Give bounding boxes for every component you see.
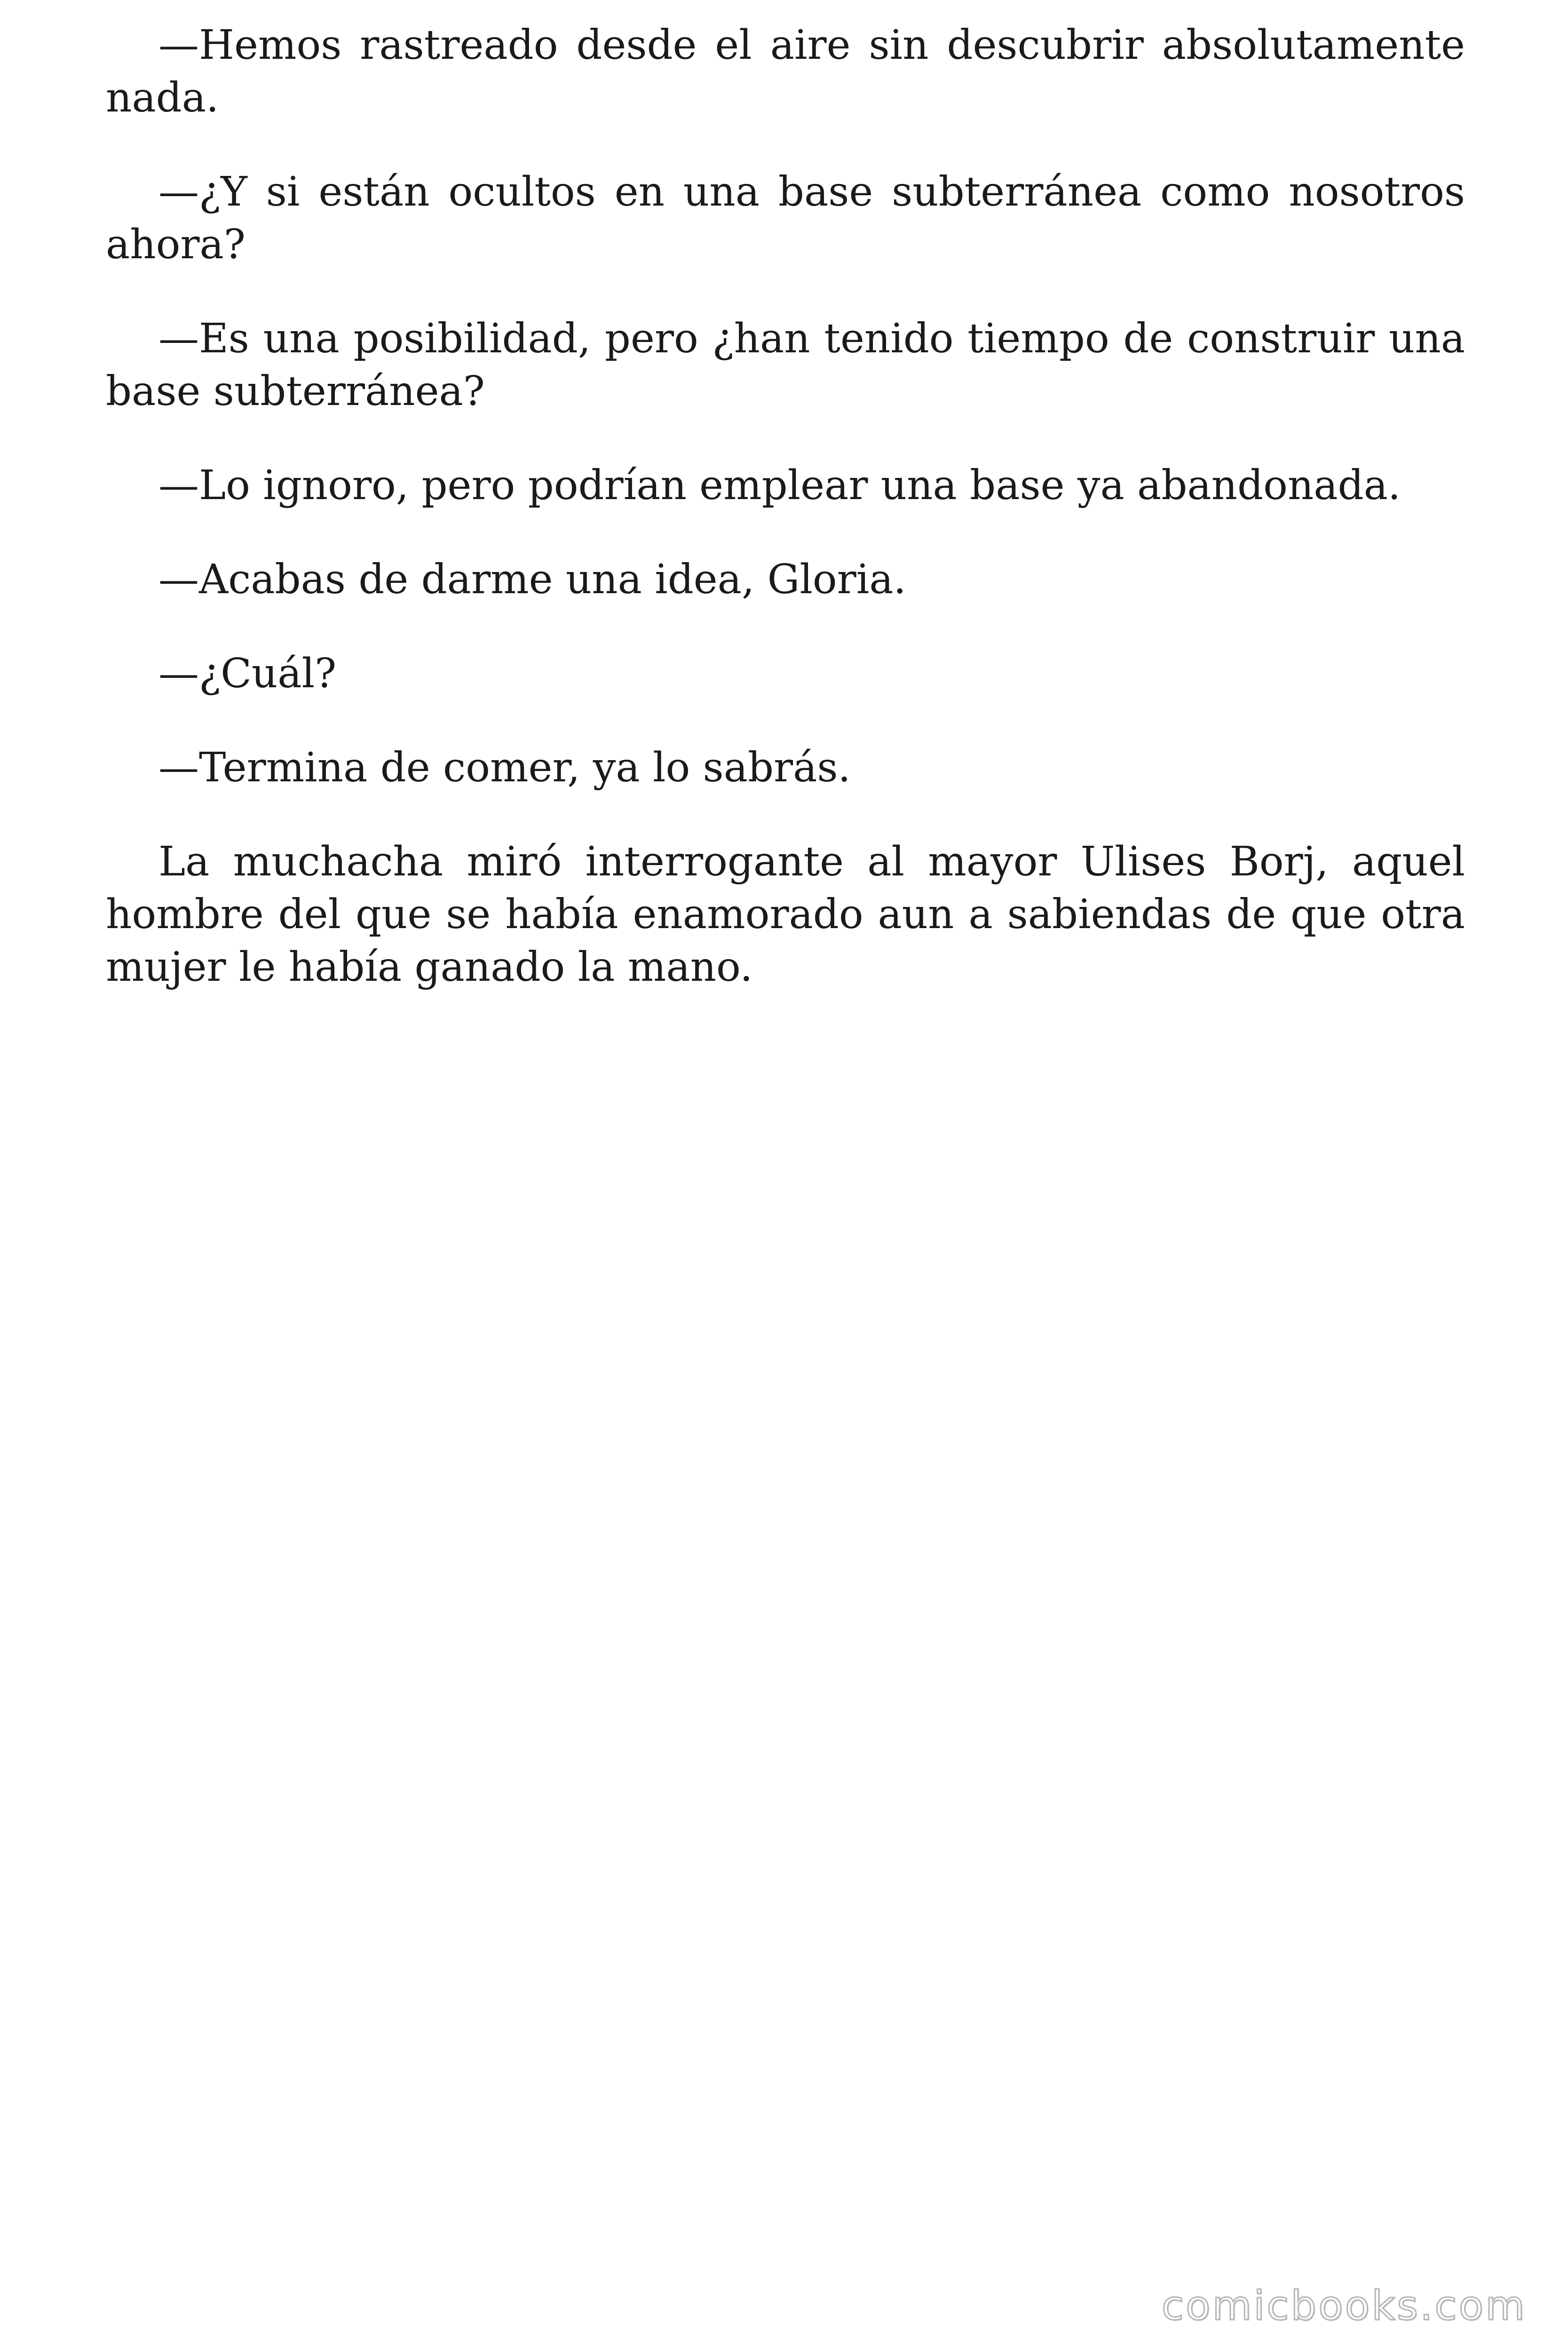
paragraph: —Acabas de darme una idea, Gloria. <box>158 556 906 603</box>
paragraph: La muchacha miró interrogante al mayor Ulises Borj, aquel hombre del que se había enamorado aun a sabiendas de que otra mujer le había ganado la mano. <box>106 838 1465 991</box>
paragraph: —Termina de comer, ya lo sabrás. <box>158 744 851 791</box>
paragraph: —¿Y si están ocultos en una base subterránea como nosotros ahora? <box>106 168 1465 268</box>
paragraph: —Lo ignoro, pero podrían emplear una base ya abandonada. <box>158 462 1401 509</box>
page-body <box>106 19 1465 993</box>
paragraph: —Hemos rastreado desde el aire sin descubrir absolutamente nada. <box>106 22 1465 121</box>
paragraph: —Es una posibilidad, pero ¿han tenido tiempo de construir una base subterránea? <box>106 315 1465 415</box>
paragraph: —¿Cuál? <box>158 650 337 697</box>
watermark: comicbooks.com <box>1161 2282 1527 2329</box>
